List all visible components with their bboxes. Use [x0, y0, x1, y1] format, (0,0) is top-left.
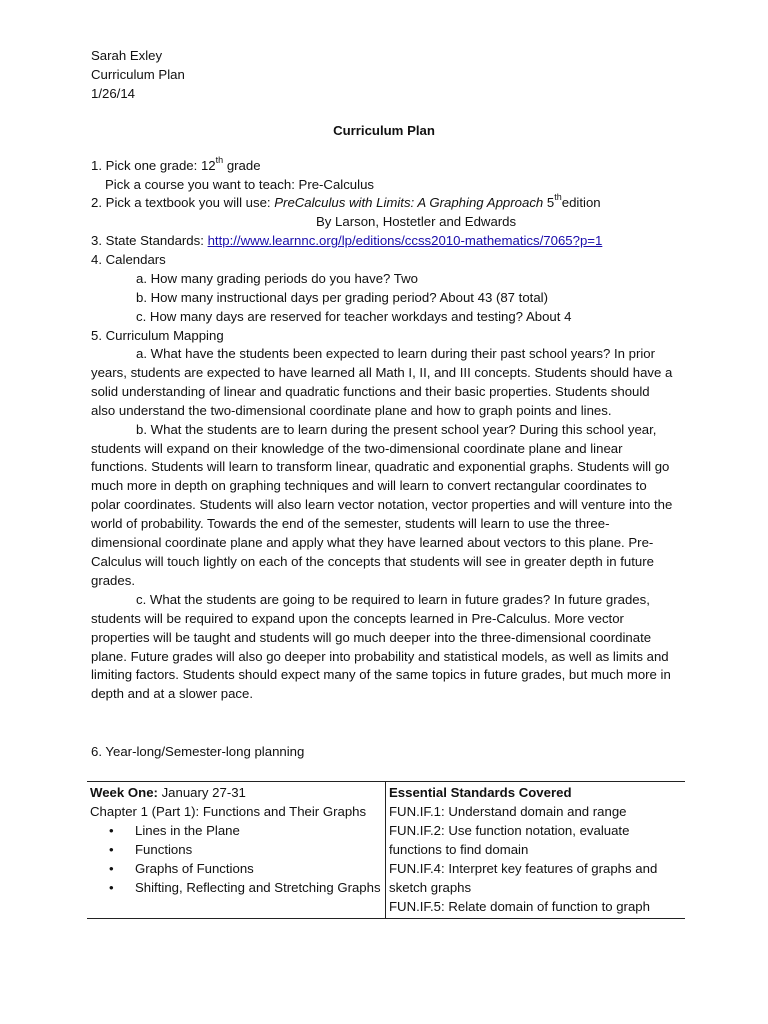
list-item: • Graphs of Functions: [135, 859, 382, 878]
standards-link[interactable]: http://www.learnnc.org/lp/editions/ccss2010-mathematics/7065?p=1: [207, 233, 603, 248]
standard-item: FUN.IF.5: Relate domain of function to graph: [389, 899, 650, 914]
item-5-heading: 5. Curriculum Mapping: [91, 328, 224, 343]
planning-table: [87, 781, 685, 919]
standards-heading: Essential Standards Covered: [389, 785, 572, 800]
textbook-authors: By Larson, Hostetler and Edwards: [316, 214, 517, 229]
item-3-standards: [91, 232, 602, 250]
textbook-prefix: 2. Pick a textbook you will use:: [91, 195, 275, 210]
textbook-title: PreCalculus with Limits: A Graphing Approach: [274, 195, 544, 210]
standards-cell: [386, 782, 686, 919]
mapping-paragraph-b: b. What the students are to learn during the present school year? During this school year, students will expand on their knowledge of the two-dimensional coordinate plane and linear functions. Students will learn to transform linear, quadratic and exponential graphs. Students will go much more in depth on graphing techniques and will learn to convert rectangular coordinates to polar coordinates. Students will also learn vector notation, vector properties and will venture into the world of probability. Towards the end of the semester, students will learn to use the three-dimensional coordinate plane and apply what they have learned about vectors to this plane. Pre-Calculus will touch lightly on each of the concepts that students will see in greater depth in future grades.: [91, 421, 673, 588]
grade-suffix: grade: [223, 158, 261, 173]
document-subject: Curriculum Plan: [91, 67, 185, 82]
textbook-edition-number: 5: [543, 195, 555, 210]
item-1-course: Pick a course you want to teach: Pre-Calculus: [105, 177, 375, 192]
list-item: • Shifting, Reflecting and Stretching Graphs: [135, 878, 382, 897]
standards-label: 3. State Standards:: [91, 233, 208, 248]
standard-item: FUN.IF.1: Understand domain and range: [389, 804, 627, 819]
item-1-grade: [91, 154, 261, 175]
list-item: • Lines in the Plane: [135, 821, 382, 840]
curriculum-mapping-paragraphs: [91, 345, 677, 704]
standard-item: FUN.IF.2: Use function notation, evaluate functions to find domain: [389, 823, 630, 857]
calendar-question-a: a. How many grading periods do you have? Two: [136, 271, 418, 286]
week-heading: [90, 783, 382, 802]
grade-prefix: 1. Pick one grade: 12: [91, 158, 216, 173]
week-label: Week One:: [90, 785, 158, 800]
textbook-edition-word: edition: [561, 195, 601, 210]
chapter-title: Chapter 1 (Part 1): Functions and Their Graphs: [90, 804, 367, 819]
document-date: 1/26/14: [91, 86, 135, 101]
page-title: Curriculum Plan: [333, 123, 435, 138]
author-name: Sarah Exley: [91, 48, 163, 63]
calendar-question-b: b. How many instructional days per grading period? About 43 (87 total): [136, 290, 548, 305]
week-dates: January 27-31: [157, 785, 246, 800]
week-cell: [87, 782, 386, 919]
item-6-heading: 6. Year-long/Semester-long planning: [91, 744, 305, 759]
mapping-paragraph-a: a. What have the students been expected to learn during their past school years? In prior years, students are expected to have learned all Math I, II, and III concepts. Students should have a solid understanding of linear and quadratic functions and their basic properties. Students should also understand the two-dimensional coordinate plane and how to graph points and lines.: [91, 346, 673, 418]
mapping-paragraph-c: c. What the students are going to be required to learn in future grades? In future grades, students will be required to expand upon the concepts learned in Pre-Calculus. More vector properties will be taught and students will go much deeper into the three-dimensional coordinate plane. Future grades will also go deeper into probability and statistical models, as well as limits and limiting factors. Students should expect many of the same topics in future grades, but much more in depth and at a slower pace.: [91, 591, 671, 702]
grade-superscript: th: [215, 154, 224, 165]
item-4-heading: 4. Calendars: [91, 252, 166, 267]
list-item: • Functions: [135, 840, 382, 859]
item-2-textbook: [91, 191, 601, 212]
topic-list: [90, 821, 382, 897]
textbook-edition-superscript: th: [554, 191, 562, 202]
calendar-question-c: c. How many days are reserved for teacher workdays and testing? About 4: [136, 309, 572, 324]
standard-item: FUN.IF.4: Interpret key features of graphs and sketch graphs: [389, 861, 658, 895]
table-row: [87, 782, 685, 919]
